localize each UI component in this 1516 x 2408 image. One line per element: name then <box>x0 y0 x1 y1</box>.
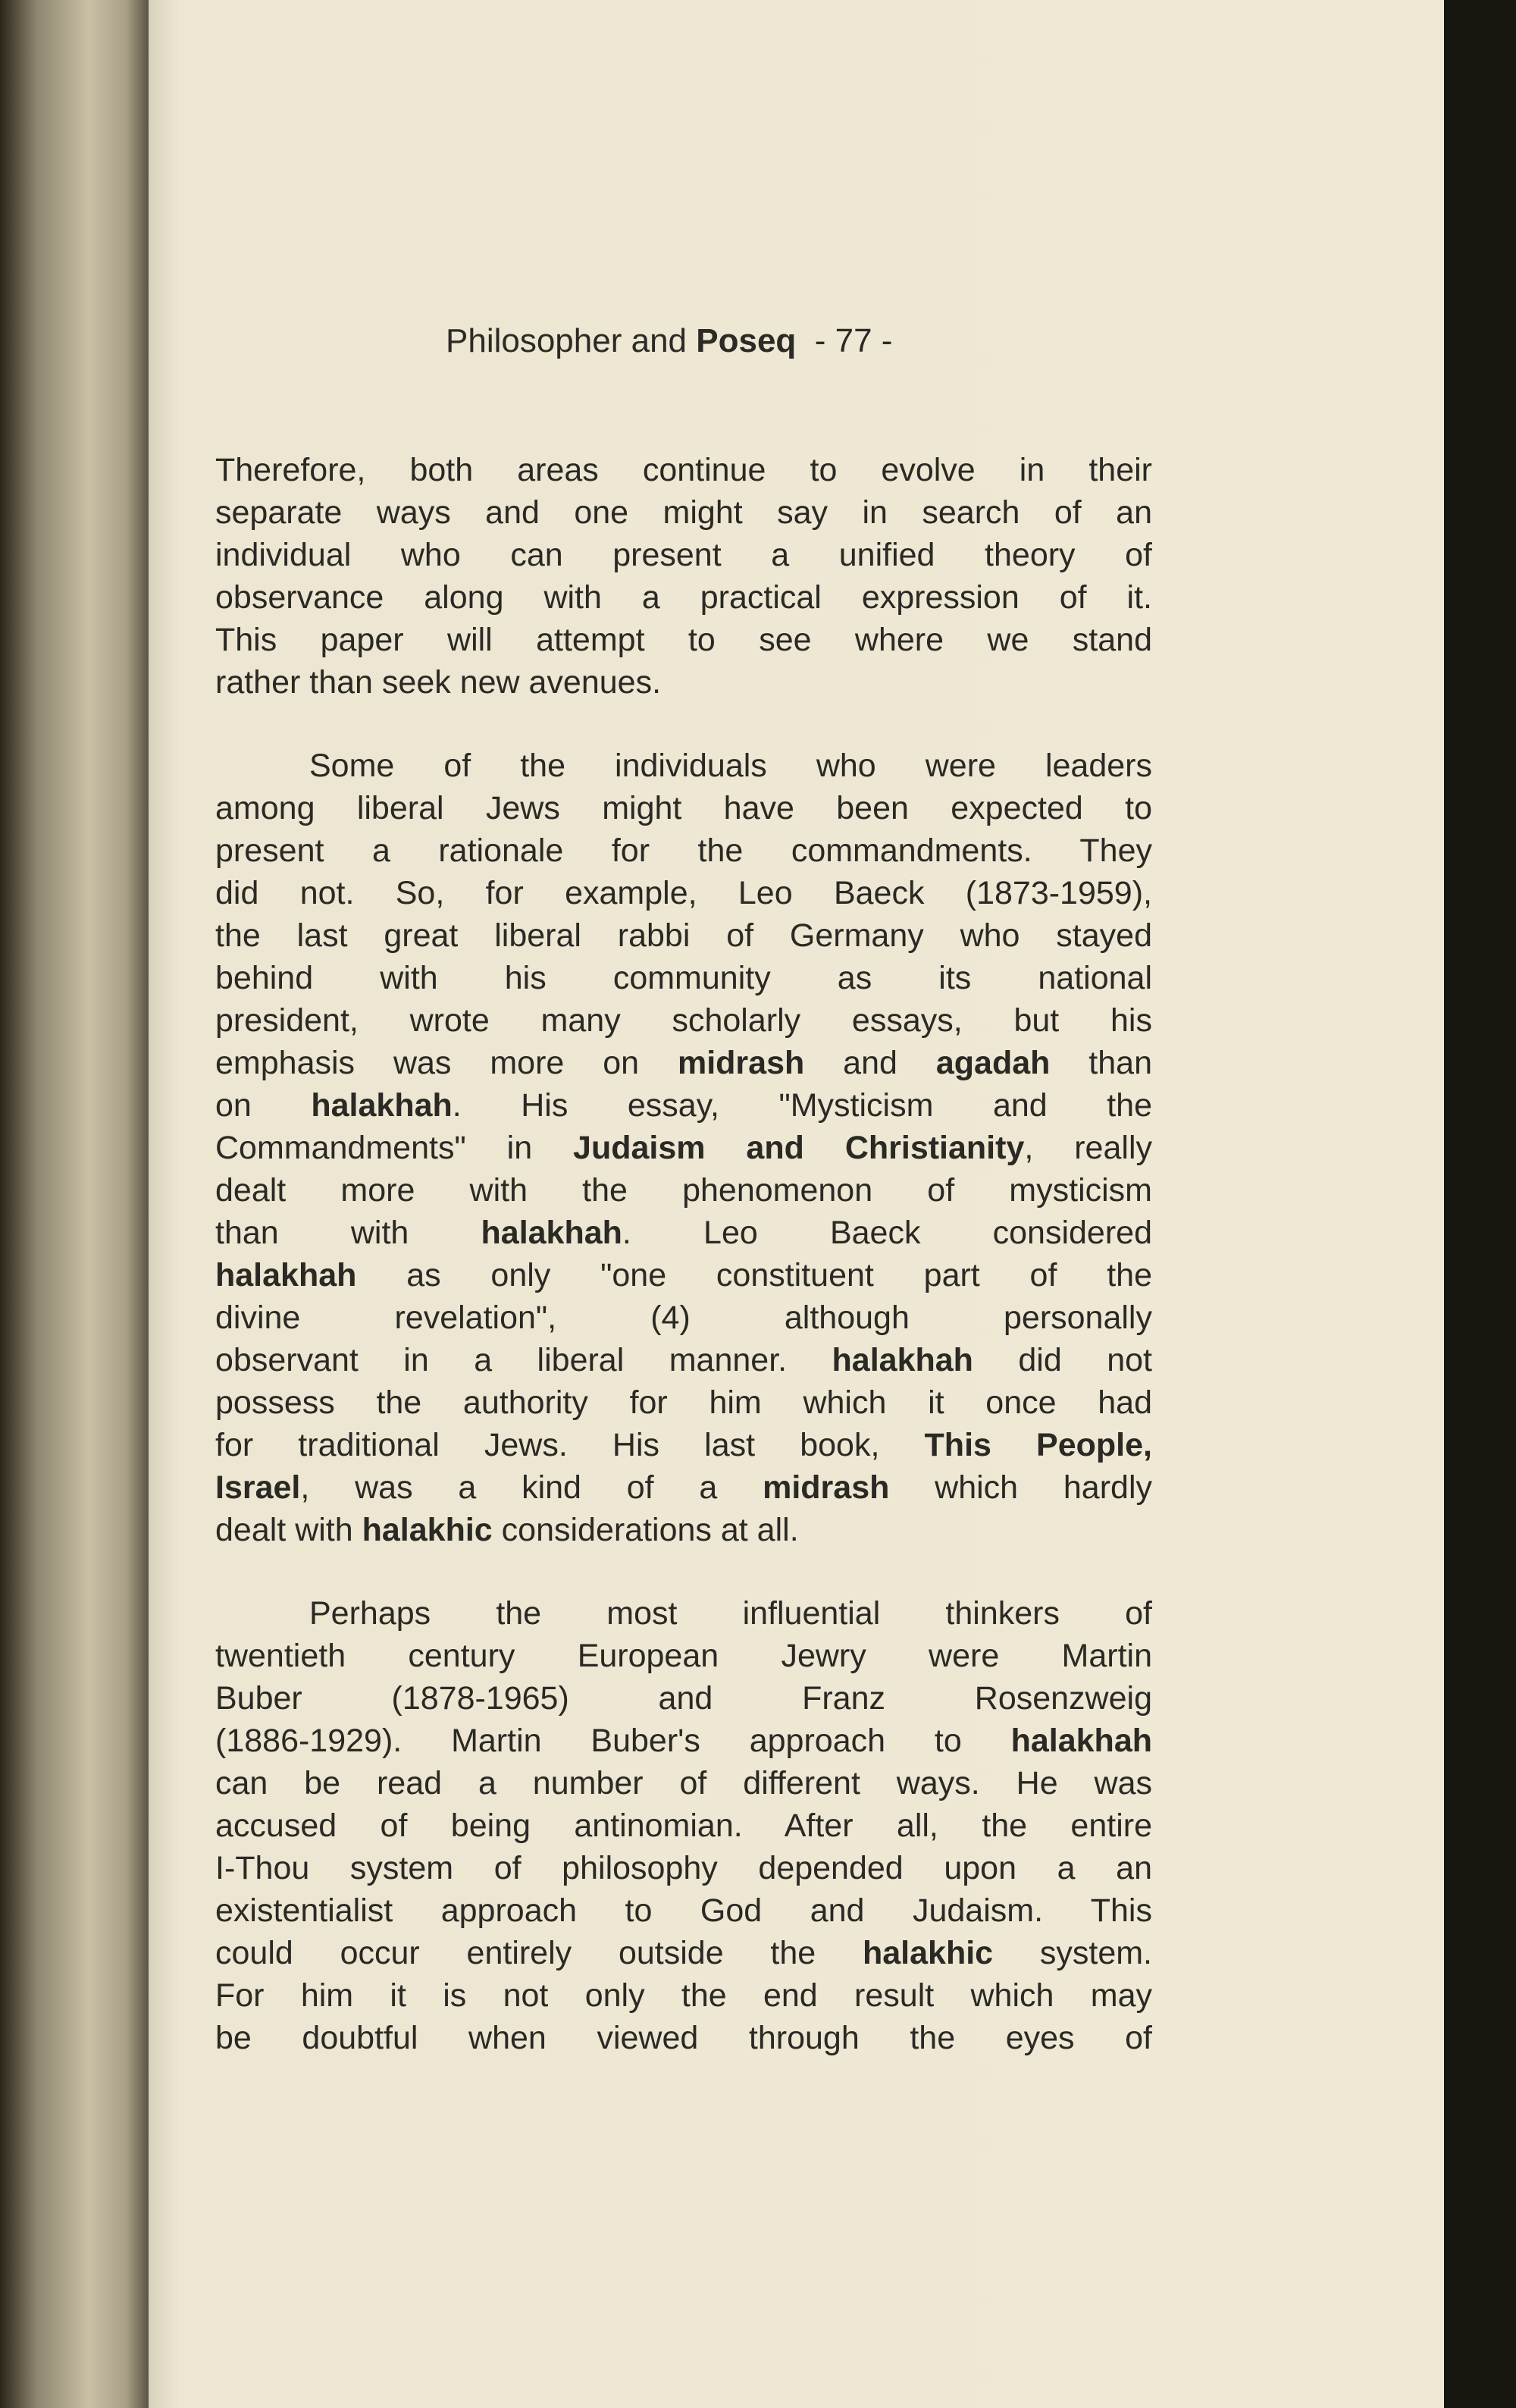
text-run: than with <box>215 1215 481 1251</box>
text-run: on <box>215 1087 312 1124</box>
text-line <box>215 1212 1152 1254</box>
text-line <box>215 576 1152 619</box>
text-run: could occur entirely outside the <box>215 1935 863 1971</box>
text-run: Perhaps the most influential thinkers of <box>309 1595 1152 1632</box>
text-run: behind with his community as its national <box>215 960 1152 996</box>
text-line <box>215 1847 1152 1889</box>
bold-term: halakhah <box>311 1087 453 1124</box>
text-run: twentieth century European Jewry were Martin <box>215 1638 1152 1674</box>
text-run: rather than seek new avenues. <box>215 664 662 701</box>
text-line <box>215 872 1152 914</box>
text-run: individual who can present a unified theory of <box>215 537 1152 573</box>
text-line <box>215 1677 1152 1720</box>
text-line <box>215 999 1152 1042</box>
text-line <box>215 491 1152 534</box>
text-run: did not <box>973 1342 1152 1378</box>
text-run: possess the authority for him which it once had <box>215 1384 1152 1421</box>
text-run: Therefore, both areas continue to evolve in their <box>215 452 1152 488</box>
text-run: This paper will attempt to see where we stand <box>215 622 1152 658</box>
facing-page-edge <box>0 0 149 2408</box>
text-line <box>215 1592 1152 1635</box>
text-line <box>215 1932 1152 1974</box>
text-line <box>215 661 1152 704</box>
text-line <box>215 1889 1152 1932</box>
paragraph <box>215 745 1152 1551</box>
header-title: Philosopher and <box>446 322 697 359</box>
text-run: dealt with <box>215 1512 362 1548</box>
bold-term: midrash <box>677 1045 805 1081</box>
text-run: divine revelation", (4) although personally <box>215 1300 1152 1336</box>
text-run: did not. So, for example, Leo Baeck (1873-1959), <box>215 875 1152 911</box>
text-run: among liberal Jews might have been expected to <box>215 790 1152 826</box>
text-line <box>215 449 1152 491</box>
text-run: as only "one constituent part of the <box>356 1257 1152 1293</box>
text-line <box>215 1974 1152 2017</box>
text-run: (1886-1929). Martin Buber's approach to <box>215 1723 1011 1759</box>
text-line <box>215 1424 1152 1466</box>
text-line <box>215 1804 1152 1847</box>
text-run: system. <box>993 1935 1153 1971</box>
text-line <box>215 1254 1152 1296</box>
text-line <box>215 1084 1152 1127</box>
text-run: separate ways and one might say in search of an <box>215 494 1152 531</box>
bold-term: halakhic <box>862 1935 994 1971</box>
text-line <box>215 1381 1152 1424</box>
text-line <box>215 914 1152 957</box>
text-run: be doubtful when viewed through the eyes of <box>215 2020 1152 2056</box>
text-line <box>215 534 1152 576</box>
text-line <box>215 829 1152 872</box>
bold-term: Israel <box>215 1469 301 1506</box>
bold-term: halakhic <box>362 1512 493 1548</box>
text-line <box>215 1339 1152 1381</box>
text-line <box>215 1127 1152 1169</box>
text-line <box>215 1635 1152 1677</box>
text-run: for traditional Jews. His last book, <box>215 1427 925 1463</box>
text-line <box>215 1720 1152 1762</box>
text-run: Commandments" in <box>215 1130 574 1166</box>
text-run: observance along with a practical expression of it. <box>215 579 1152 616</box>
text-run: than <box>1050 1045 1152 1081</box>
background-edge <box>1444 0 1516 2408</box>
text-run: existentialist approach to God and Judaism. This <box>215 1892 1152 1929</box>
bold-term: halakhah <box>832 1342 973 1378</box>
paragraph <box>215 449 1152 704</box>
text-line <box>215 1169 1152 1212</box>
text-run: . Leo Baeck considered <box>622 1215 1152 1251</box>
bold-term: halakhah <box>1010 1723 1152 1759</box>
text-run: For him it is not only the end result which may <box>215 1977 1152 2014</box>
paragraph <box>215 1592 1152 2059</box>
text-line <box>215 2017 1152 2059</box>
text-run: Some of the individuals who were leaders <box>309 748 1152 784</box>
text-run: , was a kind of a <box>300 1469 763 1506</box>
header-title-bold: Poseq <box>696 322 797 359</box>
text-run: present a rationale for the commandments. They <box>215 832 1152 869</box>
bold-term: Judaism and Christianity <box>573 1130 1025 1166</box>
body-text <box>215 449 1152 2100</box>
text-line <box>215 1042 1152 1084</box>
text-run: I-Thou system of philosophy depended upon a an <box>215 1850 1152 1886</box>
text-run: , really <box>1024 1130 1152 1166</box>
text-run: president, wrote many scholarly essays, but his <box>215 1002 1152 1039</box>
text-run: can be read a number of different ways. He was <box>215 1765 1152 1801</box>
bold-term: halakhah <box>481 1215 622 1251</box>
text-line <box>215 1296 1152 1339</box>
bold-term: agadah <box>935 1045 1051 1081</box>
text-line <box>215 1466 1152 1509</box>
text-run: and <box>804 1045 936 1081</box>
bold-term: halakhah <box>215 1257 357 1293</box>
page-number: - 77 - <box>796 322 893 359</box>
text-line <box>215 619 1152 661</box>
bold-term: This People, <box>924 1427 1152 1463</box>
text-run: observant in a liberal manner. <box>215 1342 832 1378</box>
text-run: Buber (1878-1965) and Franz Rosenzweig <box>215 1680 1152 1717</box>
text-run: emphasis was more on <box>215 1045 678 1081</box>
text-run: dealt more with the phenomenon of mysticism <box>215 1172 1152 1209</box>
text-line <box>215 787 1152 829</box>
text-run: considerations at all. <box>492 1512 799 1548</box>
bold-term: midrash <box>763 1469 890 1506</box>
text-run: . His essay, "Mysticism and the <box>452 1087 1152 1124</box>
text-line <box>215 1509 1152 1551</box>
text-line <box>215 745 1152 787</box>
text-run: the last great liberal rabbi of Germany who stayed <box>215 917 1152 954</box>
text-run: which hardly <box>889 1469 1152 1506</box>
text-line <box>215 1762 1152 1804</box>
text-line <box>215 957 1152 999</box>
running-header <box>446 322 892 360</box>
text-run: accused of being antinomian. After all, the entire <box>215 1808 1152 1844</box>
